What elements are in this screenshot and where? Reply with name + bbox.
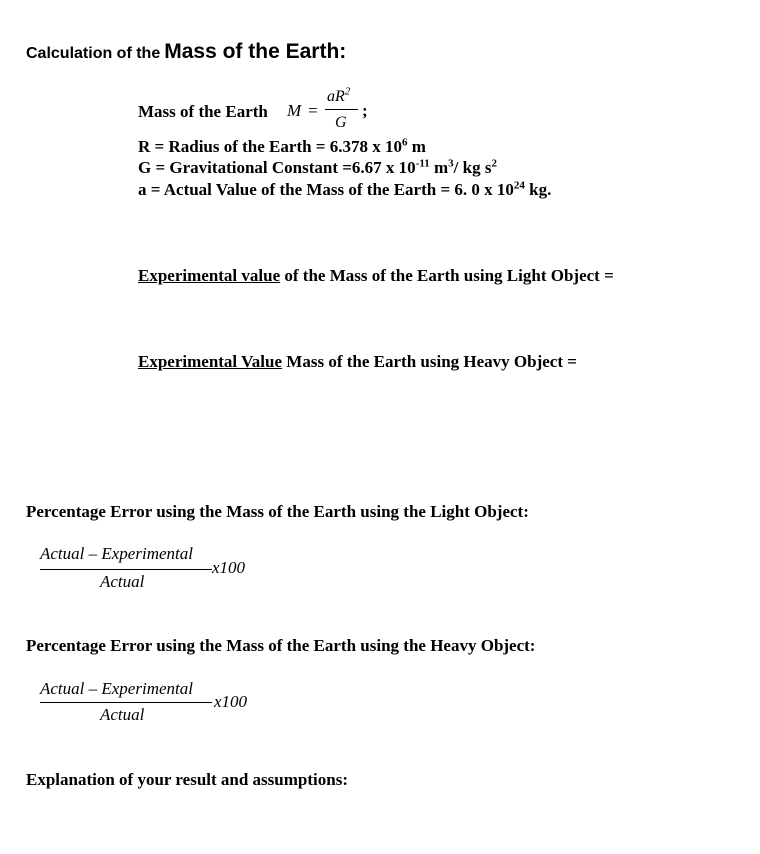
definition-radius-exp: 6: [402, 136, 408, 149]
experimental-heavy-rest: Mass of the Earth using Heavy Object =: [282, 352, 577, 371]
definition-actual-exp: 24: [513, 179, 525, 192]
percent-error-heavy-formula: [38, 679, 268, 733]
title-main: Mass of the Earth:: [164, 40, 347, 63]
percent-heavy-denominator: Actual: [100, 705, 145, 724]
definition-actual-text: a = Actual Value of the Mass of the Earth = 6. 0 x 10: [138, 180, 514, 199]
percent-heavy-fraction-line: [40, 702, 212, 703]
experimental-light-rest: of the Mass of the Earth using Light Object =: [280, 266, 614, 285]
definition-radius-unit: m: [407, 137, 426, 156]
percent-error-light-formula: [38, 544, 268, 598]
formula-denominator: G: [335, 114, 347, 131]
formula-variable: M: [287, 101, 302, 120]
experimental-heavy-underlined: Experimental Value: [138, 352, 283, 371]
explanation-heading: Explanation of your result and assumptions:: [26, 770, 348, 789]
formula-terminator: ;: [362, 101, 368, 120]
percent-light-fraction-line: [40, 569, 212, 570]
mass-formula-label: Mass of the Earth: [138, 102, 268, 121]
definition-gravity-exp3: 2: [491, 157, 497, 170]
formula-numerator: [327, 85, 351, 106]
formula-numerator-text: aR: [327, 88, 345, 105]
percent-heavy-multiplier: x100: [214, 692, 248, 711]
experimental-light-underlined: Experimental value: [138, 266, 281, 285]
percent-error-light-heading: Percentage Error using the Mass of the Earth using the Light Object:: [26, 502, 529, 521]
page-title: [26, 40, 346, 64]
percent-light-multiplier: x100: [212, 558, 246, 577]
mass-formula: [287, 85, 397, 138]
percent-error-heavy-heading: Percentage Error using the Mass of the Earth using the Heavy Object:: [26, 636, 536, 655]
percent-light-denominator: Actual: [100, 572, 145, 591]
definition-actual-unit: kg.: [524, 180, 552, 199]
definition-radius-text: R = Radius of the Earth = 6.378 x 10: [138, 137, 402, 156]
definition-gravity-unit2: / kg s: [453, 158, 492, 177]
definition-radius: [138, 137, 426, 157]
title-prefix: Calculation of the: [26, 45, 161, 62]
formula-fraction-line: [325, 109, 358, 110]
formula-equals: =: [307, 101, 319, 120]
definition-gravity-exp2: 3: [448, 157, 454, 170]
definition-gravity: [138, 158, 497, 178]
formula-numerator-exp: 2: [344, 85, 351, 98]
definition-actual: [138, 180, 551, 200]
definition-gravity-text: G = Gravitational Constant =6.67 x 10: [138, 158, 416, 177]
definition-gravity-unit1: m: [429, 158, 449, 177]
experimental-light-line: [138, 266, 614, 286]
definition-gravity-exp: -11: [415, 157, 430, 170]
experimental-heavy-line: [138, 352, 577, 372]
percent-light-numerator: Actual – Experimental: [40, 544, 193, 563]
percent-heavy-numerator: Actual – Experimental: [40, 679, 193, 698]
